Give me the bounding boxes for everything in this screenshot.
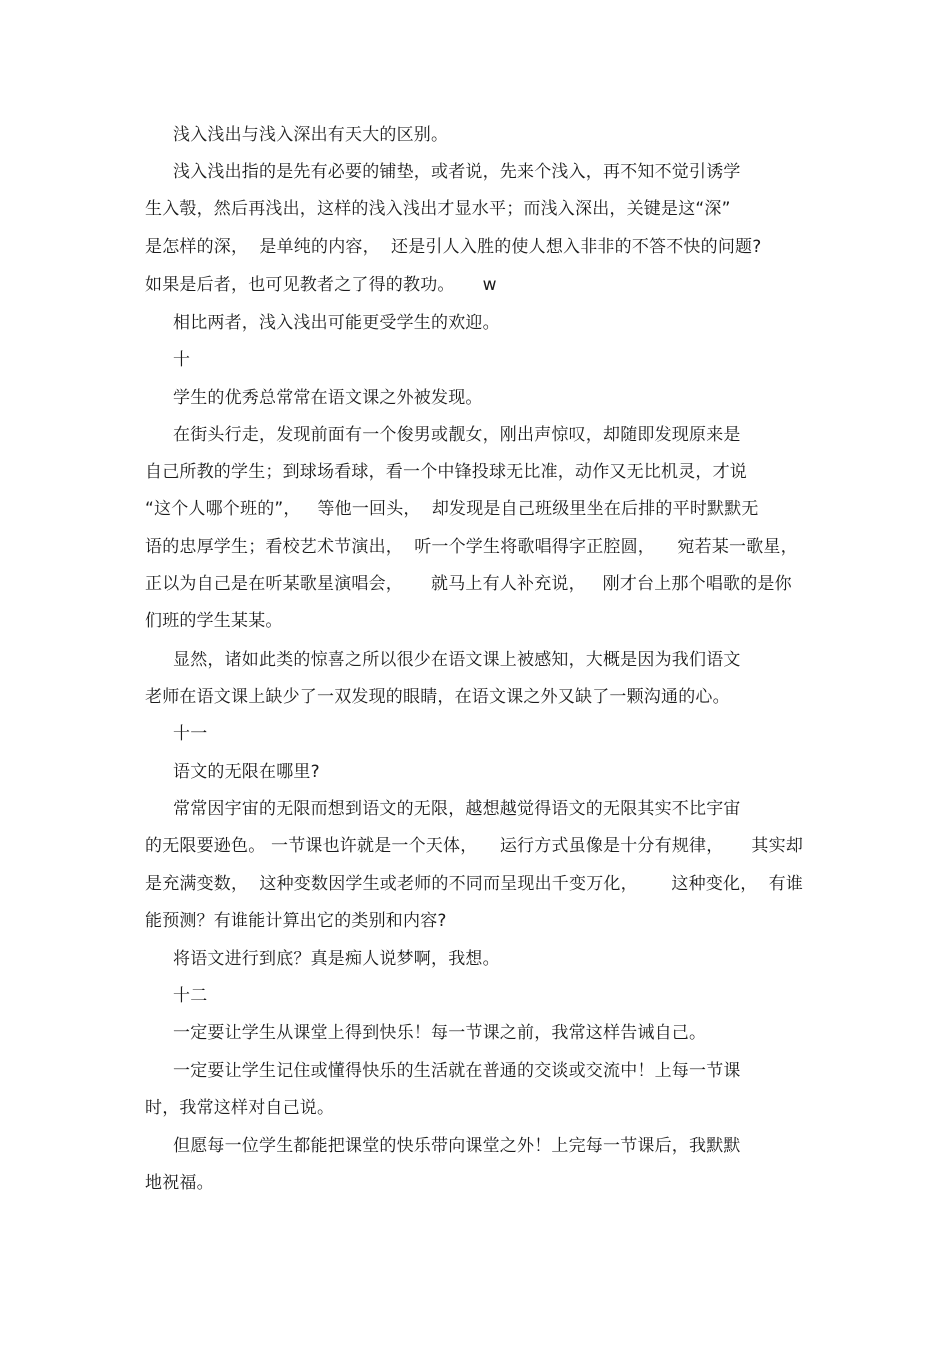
paragraph-line: 一定要让学生从课堂上得到快乐！每一节课之前，我常这样告诫自己。: [173, 1023, 707, 1043]
paragraph-line: 如果是后者，也可见教者之了得的教功。 w: [145, 275, 497, 295]
paragraph-line: 但愿每一位学生都能把课堂的快乐带向课堂之外！上完每一节课后，我默默: [173, 1136, 741, 1156]
paragraph-line: 生入彀，然后再浅出，这样的浅入浅出才显水平；而浅入深出，关键是这“深”: [145, 199, 731, 219]
paragraph-line: 显然，诸如此类的惊喜之所以很少在语文课上被感知，大概是因为我们语文: [173, 650, 741, 670]
paragraph-line: 们班的学生某某。: [145, 611, 283, 631]
section-number: 十: [173, 350, 191, 370]
paragraph-line: 将语文进行到底？真是痴人说梦啊，我想。: [173, 949, 500, 969]
paragraph-line: 一定要让学生记住或懂得快乐的生活就在普通的交谈或交流中！上每一节课: [173, 1061, 741, 1081]
paragraph-line: 浅入浅出与浅入深出有天大的区别。: [173, 125, 449, 145]
paragraph-line: 常常因宇宙的无限而想到语文的无限，越想越觉得语文的无限其实不比宇宙: [173, 799, 741, 819]
section-number: 十二: [173, 986, 208, 1006]
paragraph-line: 地祝福。: [145, 1173, 214, 1193]
paragraph-line: 是充满变数， 这种变数因学生或老师的不同而呈现出千变万化， 这种变化， 有谁: [145, 874, 804, 894]
paragraph-line: 时，我常这样对自己说。: [145, 1098, 335, 1118]
paragraph-line: 浅入浅出指的是先有必要的铺垫，或者说，先来个浅入，再不知不觉引诱学: [173, 162, 741, 182]
paragraph-line: 在街头行走，发现前面有一个俊男或靓女，刚出声惊叹，却随即发现原来是: [173, 425, 741, 445]
paragraph-line: 语文的无限在哪里?: [173, 762, 320, 782]
paragraph-line: 能预测？有谁能计算出它的类别和内容?: [145, 911, 447, 931]
section-number: 十一: [173, 724, 208, 744]
paragraph-line: 语的忠厚学生；看校艺术节演出， 听一个学生将歌唱得字正腔圆， 宛若某一歌星，: [145, 537, 798, 557]
paragraph-line: 相比两者，浅入浅出可能更受学生的欢迎。: [173, 313, 500, 333]
paragraph-line: 自己所教的学生；到球场看球，看一个中锋投球无比准，动作又无比机灵，才说: [145, 462, 747, 482]
paragraph-line: 老师在语文课上缺少了一双发现的眼睛，在语文课之外又缺了一颗沟通的心。: [145, 687, 730, 707]
paragraph-line: 的无限要逊色。 一节课也许就是一个天体， 运行方式虽像是十分有规律， 其实却: [145, 836, 804, 856]
paragraph-line: “这个人哪个班的”， 等他一回头， 却发现是自己班级里坐在后排的平时默默无: [145, 499, 759, 519]
paragraph-line: 正以为自己是在听某歌星演唱会， 就马上有人补充说， 刚才台上那个唱歌的是你: [145, 574, 792, 594]
paragraph-line: 学生的优秀总常常在语文课之外被发现。: [173, 388, 483, 408]
paragraph-line: 是怎样的深， 是单纯的内容， 还是引人入胜的使人想入非非的不答不快的问题?: [145, 237, 762, 257]
